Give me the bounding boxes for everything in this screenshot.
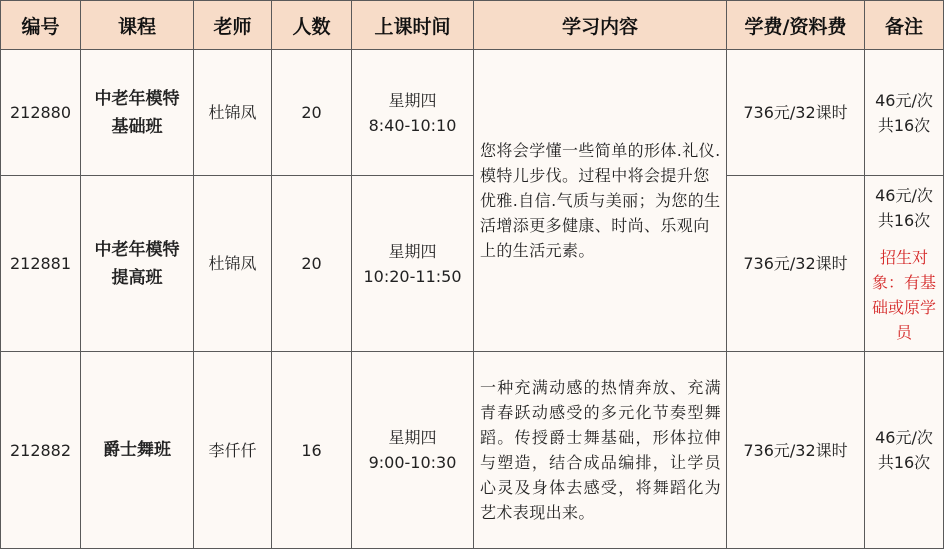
course-name-line2: 提高班	[111, 267, 163, 288]
table-row	[1, 50, 944, 176]
header-row	[1, 1, 944, 50]
note	[865, 352, 944, 549]
teacher: 杜锦凤	[194, 176, 272, 352]
note-times: 共16次	[877, 210, 931, 230]
student-count: 16	[272, 352, 352, 549]
class-time	[352, 50, 474, 176]
student-count: 20	[272, 50, 352, 176]
course-name	[81, 50, 194, 176]
note-price: 46元/次	[875, 428, 933, 447]
course-id: 212881	[1, 176, 81, 352]
header-fee: 学费/资料费	[727, 1, 865, 50]
course-name-line2: 基础班	[111, 116, 163, 137]
note-times: 共16次	[877, 453, 931, 472]
teacher: 李仟仟	[194, 352, 272, 549]
header-content: 学习内容	[474, 1, 727, 50]
class-time	[352, 352, 474, 549]
note-price: 46元/次	[875, 185, 933, 205]
student-count: 20	[272, 176, 352, 352]
header-course: 课程	[81, 1, 194, 50]
header-count: 人数	[272, 1, 352, 50]
class-day: 星期四	[388, 90, 437, 110]
learning-content: 您将会学懂一些简单的形体.礼仪.模特儿步伐。过程中将会提升您优雅.自信.气质与美丽；为您的生活增添更多健康、时尚、乐观向上的生活元素。	[474, 50, 727, 352]
course-name-line1: 中老年模特	[94, 88, 180, 109]
class-day: 星期四	[388, 241, 437, 261]
class-time	[352, 176, 474, 352]
class-hours: 9:00-10:30	[368, 453, 457, 472]
course-name: 爵士舞班	[81, 352, 194, 549]
note-price: 46元/次	[875, 90, 933, 110]
course-id: 212882	[1, 352, 81, 549]
header-teacher: 老师	[194, 1, 272, 50]
class-hours: 10:20-11:50	[363, 266, 462, 286]
course-name	[81, 176, 194, 352]
header-note: 备注	[865, 1, 944, 50]
enrollment-requirement: 招生对象：有基础或原学员	[871, 247, 936, 342]
note	[865, 176, 944, 352]
header-id: 编号	[1, 1, 81, 50]
class-day: 星期四	[388, 428, 437, 447]
tuition-fee: 736元/32课时	[727, 50, 865, 176]
course-id: 212880	[1, 50, 81, 176]
note-times: 共16次	[877, 115, 931, 135]
tuition-fee: 736元/32课时	[727, 352, 865, 549]
header-time: 上课时间	[352, 1, 474, 50]
table-row	[1, 176, 944, 352]
table-row	[1, 352, 944, 549]
course-name-line1: 中老年模特	[94, 239, 180, 260]
learning-content: 一种充满动感的热情奔放、充满青春跃动感受的多元化节奏型舞蹈。传授爵士舞基础，形体拉伸与塑造，结合成品编排，让学员心灵及身体去感受，将舞蹈化为艺术表现出来。	[474, 352, 727, 549]
tuition-fee: 736元/32课时	[727, 176, 865, 352]
class-hours: 8:40-10:10	[368, 115, 457, 135]
teacher: 杜锦凤	[194, 50, 272, 176]
note	[865, 50, 944, 176]
